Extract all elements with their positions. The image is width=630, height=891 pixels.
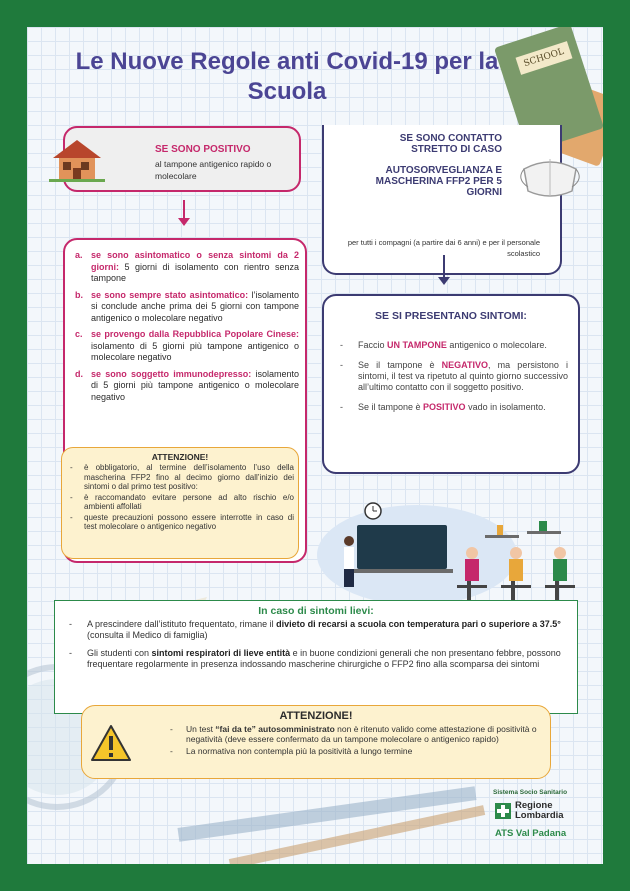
logo-system-label: Sistema Socio Sanitario xyxy=(493,789,568,796)
lombardia-cross-icon xyxy=(495,803,511,819)
attention-small-title: ATTENZIONE! xyxy=(151,452,209,462)
page-title: Le Nuove Regole anti Covid-19 per la Scuola xyxy=(75,48,499,105)
contact-card xyxy=(322,125,562,275)
list-item: - Gli studenti con sintomi respiratori di lieve entità e in buone condizioni generali che non presentano febbre, possono frequentare regolarmente in presenza indossando mascherine chirurgiche o FFP2 fino alla scomparsa dei sintomi xyxy=(67,648,567,670)
positive-subtext: al tampone antigenico rapido o molecolare xyxy=(155,159,272,181)
list-item: a. se sono asintomatico o senza sintomi da 2 giorni: 5 giorni di isolamento con rientro senza tampone xyxy=(75,250,299,283)
symptoms-heading: SE SI PRESENTANO SINTOMI: xyxy=(375,310,527,322)
attention-big-title: ATTENZIONE! xyxy=(279,710,353,722)
mild-symptoms-box xyxy=(54,600,578,714)
house-icon xyxy=(49,136,105,182)
classroom-illustration xyxy=(317,495,587,615)
list-item: b. se sono sempre stato asintomatico: l’isolamento si conclude anche prima dei 5 giorni con tampone antigenico o molecolare negativo xyxy=(75,289,299,323)
list-item: - La normativa non contempla più la positività a lungo termine xyxy=(168,746,542,756)
contact-rule: AUTOSORVEGLIANZA E MASCHERINA FFP2 PER 5 GIORNI xyxy=(375,165,502,198)
positive-heading: SE SONO POSITIVO xyxy=(155,144,251,155)
list-item: - è obbligatorio, al termine dell’isolamento l’uso della mascherina FFP2 fino al decimo giorno dall’inizio dei sintomi o dal primo test positivo: xyxy=(68,463,294,492)
list-item: - A prescindere dall’istituto frequentato, rimane il divieto di recarsi a scuola con temperatura pari o superiore a 37.5° (consulta il Medico di famiglia) xyxy=(67,619,567,641)
mild-heading: In caso di sintomi lievi: xyxy=(258,605,374,617)
positive-cases-list xyxy=(73,250,299,408)
regione-lombardia-logo xyxy=(493,789,593,849)
attention-note-big xyxy=(81,705,551,779)
contact-heading: SE SONO CONTATTO STRETTO DI CASO xyxy=(399,133,502,155)
list-item: d. se sono soggetto immunodepresso: isolamento di 5 giorni più tampone antigenico o molecolare negativo xyxy=(75,368,299,402)
list-item: - Se il tampone è NEGATIVO, ma persistono i sintomi, il test va ripetuto al quinto giorno successivo all’ultimo contatto con il soggetto positivo. xyxy=(340,360,568,393)
attention-note-small xyxy=(61,447,299,559)
list-item: - Se il tampone è POSITIVO vado in isolamento. xyxy=(340,402,568,413)
list-item: c. se provengo dalla Repubblica Popolare Cinese: isolamento di 5 giorni più tampone antigenico o molecolare negativo xyxy=(75,329,299,362)
poster xyxy=(27,27,603,864)
list-item: - Un test “fai da te” autosomministrato non è ritenuto valido come attestazione di positività o negatività (deve essere confermato da un tampone molecolare o antigenico rapido) xyxy=(168,724,542,744)
contact-note: per tutti i compagni (a partire dai 6 anni) e per il personale scolastico xyxy=(347,238,540,258)
warning-icon xyxy=(90,724,132,762)
ffp2-mask-icon xyxy=(520,153,580,201)
logo-name: Regione Lombardia xyxy=(515,800,564,821)
logo-ats: ATS Val Padana xyxy=(495,828,567,839)
symptoms-card xyxy=(322,294,580,474)
list-item: - è raccomandato evitare persone ad alto rischio e/o ambienti affollati xyxy=(68,493,294,512)
arrow-down-icon xyxy=(443,255,445,281)
list-item: - Faccio UN TAMPONE antigenico o molecolare. xyxy=(340,340,568,351)
list-item: - queste precauzioni possono essere interrotte in caso di test molecolare o antigenico negativo xyxy=(68,513,294,532)
book-label: SCHOOL xyxy=(516,41,573,75)
positive-card xyxy=(63,126,301,192)
arrow-down-icon xyxy=(183,200,185,222)
